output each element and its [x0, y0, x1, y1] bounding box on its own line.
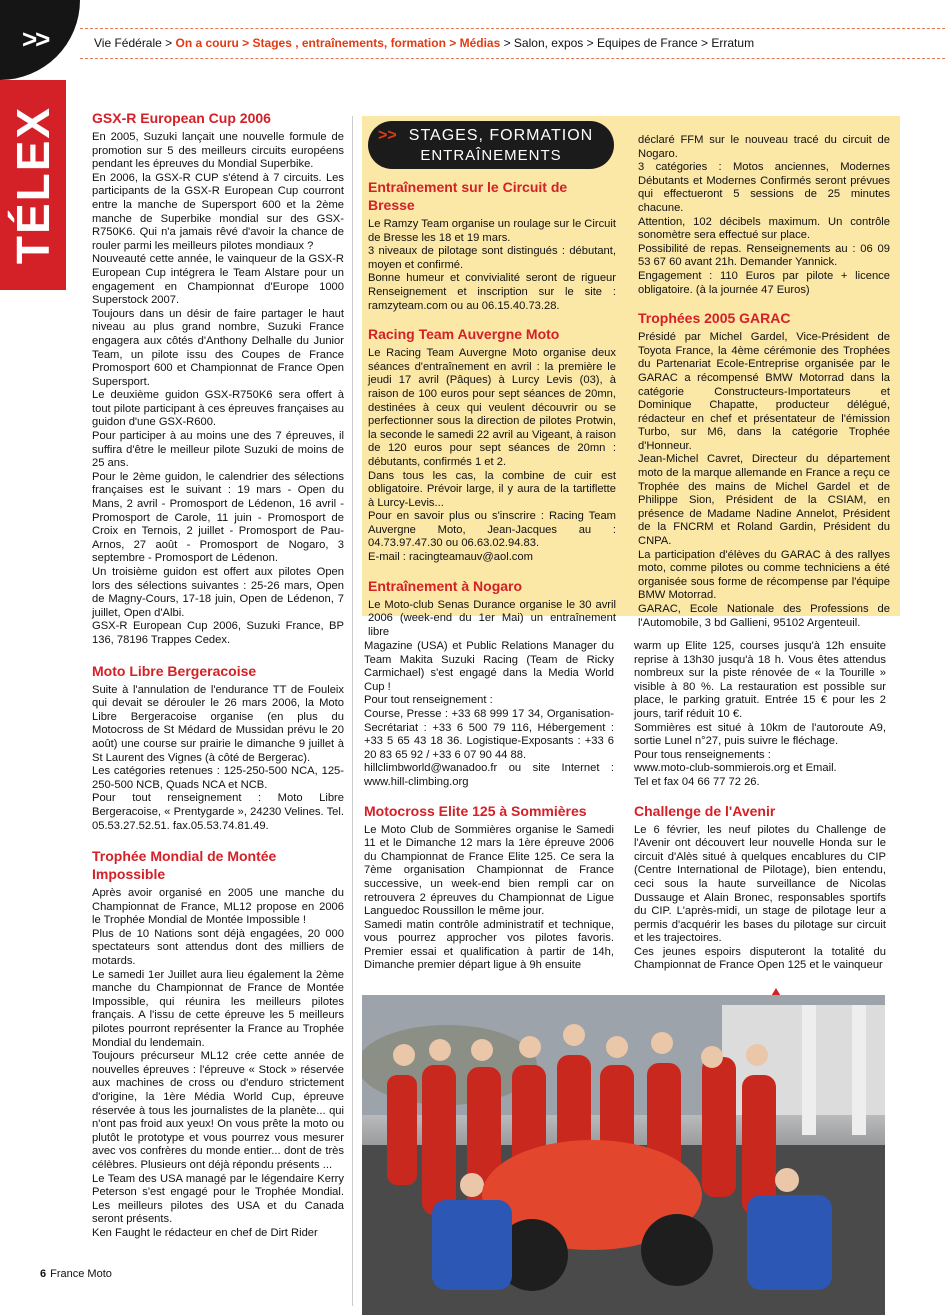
paragraph: Attention, 102 décibels maximum. Un contrôle sonomètre sera effectué sur place. — [638, 215, 890, 242]
paragraph: Pour tout renseignement : Moto Libre Bergeracoise, « Prentygarde », 24230 Velines. Tel. 05.53.27.52.51. fax.05.53.74.81.49. — [92, 792, 344, 832]
telex-label: TÉLEX — [7, 105, 59, 265]
team-photo — [362, 995, 885, 1315]
article-title: Entraînement sur le Circuit de Bresse — [368, 179, 568, 213]
right-column — [634, 640, 886, 973]
article-nogaro-continued — [638, 134, 890, 297]
paragraph: Le samedi 1er Juillet aura lieu également la 2ème manche du Championnat de France de Montée Impossible, qui réunira les meilleurs pilotes français. A l'issu de cette épreuve les 5 meilleurs pilotes pourront représenter la France au Trophée Mondial du lendemain. — [92, 968, 344, 1049]
paragraph: Jean-Michel Cavret, Directeur du département moto de la marque allemande en France a reçu ce Trophée des mains de Michel Gardel et de Philippe Sion, Président de la CSIAM, en présence de Madame Nadine Annelot, Président de la FNCRM et Roland Gardin, Président du CNPA. — [638, 453, 890, 548]
paragraph: Le Racing Team Auvergne Moto organise deux séances d'entraînement en avril : la première le jeudi 17 avril (Pâques) à Lurcy Levis (03), à raison de 100 euros pour sept séances de 20mn, destinées à ceux qui veulent découvrir ou se perfectionner sous la direction de pilotes Protwin, la seconde le samedi 22 avril au Vigeant, à raison de 120 euros pour sept séances de 20mn : débutants, confirmés 1 et 2. — [368, 347, 616, 468]
article-gsxr — [92, 109, 344, 648]
link-text[interactable]: www.moto-club-sommierois.org et Email. — [634, 762, 837, 775]
paragraph: Ces jeunes espoirs disputeront la totalité du Championnat de France Open 125 et le vainqueur — [634, 945, 886, 972]
stages-badge — [368, 121, 614, 169]
article-sommieres-continued — [634, 640, 886, 790]
paragraph: En 2005, Suzuki lançait une nouvelle formule de promotion sur 5 des meilleurs circuits européens pendant les épreuves du Mondial Superbike. — [92, 131, 344, 171]
paragraph: 3 catégories : Motos anciennes, Modernes Débutants et Modernes Confirmés seront prévues qui effectueront 5 sessions de 25 minutes chacune. — [638, 161, 890, 214]
article-title: Trophée Mondial de Montée Impossible — [92, 848, 277, 883]
paragraph: E-mail : racingteamauv@aol.com — [368, 551, 533, 564]
paragraph: Sommières est situé à 10km de l'autoroute A9, sortie Lunel n°27, puis suivre le fléchage. — [634, 721, 886, 748]
article-nogaro — [368, 577, 616, 640]
yellow-right-column — [638, 134, 890, 630]
paragraph: Bonne humeur et convivialité seront de rigueur Renseignement et inscription sur le site : ramzyteam.com ou au 06.15.40.73.28. — [368, 272, 616, 312]
paragraph: Présidé par Michel Gardel, Vice-Président de Toyota France, la 4ème cérémonie des Trophées du Partenariat Ecole-Entreprise organisée par le GARAC a récompensé BMW Motorrad dans la catégorie Constructeurs-Importateurs et Dominique Chapatte, producteur délégué, rédacteur en chef et présentateur de l'émission Turbo, sur M6, dans la catégorie Trophée d'Honneur. — [638, 331, 890, 452]
paragraph: Toujours précurseur ML12 crée cette année de nouvelles épreuves : l'épreuve « Stock » réservée aux machines de cross ou d'enduro strictement d'origine, la 1ère Média World Cup, épreuve réservée à tous les journalistes de la planète... qui n'ont pas froid aux yeux! On vous prête la moto ou plutôt le prototype et vous pourrez vous mesurer avec vos confrères du monde entier... dont de très célèbres. Plusieurs ont déjà répondu présents ... — [92, 1050, 344, 1171]
paragraph: Pour tout renseignement : — [364, 694, 493, 707]
article-trophee — [92, 847, 344, 1240]
left-column — [92, 109, 344, 1241]
article-title: Motocross Elite 125 à Sommières — [364, 802, 587, 819]
paragraph: Le deuxième guidon GSX-R750K6 sera offert à tout pilote participant à ces épreuves françaises au guidon d'une GSX-R600. — [92, 389, 344, 429]
chevron-double-icon: >> — [0, 0, 80, 80]
page-footer — [40, 1268, 112, 1280]
paragraph: warm up Elite 125, courses jusqu'à 12h ensuite reprise à 13h30 jusqu'à 18 h. Vous êtes attendus nombreux sur la piste rénovée de « la Tourille » visible à 80 %. La restauration est possible sur place, le parking gratuit. Entrée 15 € pour les 2 jours, tarif réduit 10 €. — [634, 640, 886, 720]
paragraph: Pour participer à au moins une des 7 épreuves, il suffira d'être le meilleur pilote Suzuki de moins de 25 ans. — [92, 430, 344, 470]
article-title: Moto Libre Bergeracoise — [92, 662, 257, 679]
article-title: Entraînement à Nogaro — [368, 577, 523, 594]
article-avenir — [634, 802, 886, 974]
paragraph: Suite à l'annulation de l'endurance TT de Fouleix qui devait se dérouler le 26 mars 2006, la Moto Libre Bergeracoise organise (en plus du Motocross de St Médard de Mussidan prévu le 20 août) une course sur prairie le dimanche 9 juillet à St Laurent des Vignes (à côté de Bergerac). — [92, 683, 344, 764]
article-trophee-continued — [364, 640, 614, 790]
paragraph: Le Ramzy Team organise un roulage sur le Circuit de Bresse les 18 et 19 mars. — [368, 218, 616, 244]
article-title: GSX-R European Cup 2006 — [92, 110, 271, 126]
article-bresse — [368, 178, 616, 313]
chevron-double-icon: >> — [378, 127, 397, 144]
paragraph: déclaré FFM sur le nouveau tracé du circuit de Nogaro. — [638, 134, 890, 160]
paragraph: Pour en savoir plus ou s'inscrire : Racing Team Auvergne Moto, Jean-Jacques au : 04.73.97.47.30 ou 06.63.02.94.83. — [368, 510, 616, 550]
paragraph: Le 6 février, les neuf pilotes du Challenge de l'Avenir ont découvert leur nouvelle Honda sur le circuit d'Alès situé à quelques encablures du CIP (Centre International de Pilotage), bien entendu, ceci sous la haute surveillance de Nicolas Dussauge et Alain Bronec, responsables sportifs du CIP. L'après-midi, un stage de pilotage leur a permis d'acquérir les bases du pilotage sur circuit et les trajectoires. — [634, 823, 886, 945]
paragraph: Le Team des USA managé par le légendaire Kerry Peterson s'est engagé pour le Trophée Mondial. Les meilleurs pilotes des USA et du Canada seront présents. — [92, 1172, 344, 1226]
badge-line-1: STAGES, FORMATION — [408, 127, 594, 144]
paragraph: Samedi matin contrôle administratif et technique, vous pourrez approcher vos pilotes favoris. Premier essai et qualification à partir de 14h, Dimanche premier départ ligue à 9h ensuite — [364, 918, 614, 972]
team-photo-illustration — [362, 995, 885, 1315]
paragraph: Course, Presse : +33 68 999 17 34, Organisation-Secrétariat : +33 6 500 79 116, Hébergement : +33 5 65 43 18 36. Logistique-Exposants : +33 6 20 83 65 92 / +33 6 07 90 44 88. — [364, 707, 614, 761]
breadcrumb-part[interactable]: > Salon, expos > Equipes de France > Erratum — [500, 36, 755, 50]
telex-sidebar — [0, 80, 66, 290]
paragraph: Pour tous renseignements : — [634, 748, 771, 761]
badge-line-2: ENTRAÎNEMENTS — [420, 147, 562, 164]
page-number: 6 — [40, 1268, 47, 1280]
column-divider — [352, 116, 353, 1306]
paragraph: Le Moto-club Senas Durance organise le 30 avril 2006 (week-end du 1er Mai) un entraînement libre — [368, 598, 616, 638]
article-moto-libre — [92, 662, 344, 834]
paragraph: La participation d'élèves du GARAC à des rallyes moto, comme pilotes ou comme techniciens a été organisée sous forme de récompense par l'équipe BMW Motorrad. — [638, 548, 890, 602]
magazine-name: France Moto — [50, 1268, 112, 1280]
yellow-left-column — [368, 178, 616, 639]
paragraph: Après avoir organisé en 2005 une manche du Championnat de France, ML12 propose en 2006 le Trophée Mondial de Montée Impossible ! — [92, 887, 344, 927]
article-auvergne — [368, 325, 616, 565]
article-garac — [638, 309, 890, 630]
paragraph: GSX-R European Cup 2006, Suzuki France, BP 136, 78196 Trappes Cedex. — [92, 620, 344, 646]
paragraph: Toujours dans un désir de faire partager le haut niveau au plus grand nombre, Suzuki France engagera aux côtés d'Anthony Delhalle du Junior Team, un pilote issu des Coupes de France Promosport 600 et Championnat de France Open Supersport. — [92, 307, 344, 388]
paragraph: En 2006, la GSX-R CUP s'étend à 7 circuits. Les participants de la GSX-R European Cup courront entre la manche de Supersport 600 et la 2ème manche de Superbike mondial sur des GSX-R750K6. Qui n'a jamais rêvé d'avoir la chance de rouler parmi les meilleurs pilotes mondiaux ? — [92, 171, 344, 252]
paragraph: Dans tous les cas, la combine de cuir est obligatoire. Prévoir large, il y aura de la tartiflette à Lurcy-Levis... — [368, 469, 616, 509]
paragraph: Possibilité de repas. Renseignements au : 06 09 53 67 60 avant 21h. Demander Yannick. — [638, 242, 890, 269]
article-title: Racing Team Auvergne Moto — [368, 326, 560, 343]
paragraph: 3 niveaux de pilotage sont distingués : débutant, moyen et confirmé. — [368, 245, 616, 271]
article-title: Trophées 2005 GARAC — [638, 310, 791, 327]
paragraph: Un troisième guidon est offert aux pilotes Open lors des sélections suivantes : 25-26 mars, Open de Magny-Cours, 17-18 juin, Open de Lédenon, 7 juillet, Open d'Albi. — [92, 566, 344, 619]
paragraph: Ken Faught le rédacteur en chef de Dirt Rider — [92, 1226, 318, 1239]
paragraph: Pour le 2ème guidon, le calendrier des sélections françaises est le suivant : 19 mars - Open du Mans, 2 avril - Promosport de Lédenon, 16 avril - Promosport de Carole, 11 juin - Promosport de Croix en Ternois, 2 juillet - Promosport de Pau-Arnos, 27 août - Promosport de Nogaro, 3 septembre - Promosport de Lédenon. — [92, 470, 344, 565]
breadcrumb-current[interactable]: On a couru > Stages , entraînements, formation > Médias — [175, 36, 501, 50]
paragraph: GARAC, Ecole Nationale des Professions de l'Automobile, 3 bd Gallieni, 95102 Argenteuil. — [638, 603, 890, 629]
breadcrumb-part[interactable]: Vie Fédérale > — [94, 36, 176, 50]
header-divider-top — [80, 28, 945, 29]
link-text[interactable]: hillclimbworld@wanadoo.fr ou site Internet : www.hill-climbing.org — [364, 762, 614, 788]
article-title: Challenge de l'Avenir — [634, 802, 776, 819]
paragraph: Le Moto Club de Sommières organise le Samedi 11 et le Dimanche 12 mars la 1ère épreuve 2006 du Championnat de France Elite 125. Ce sera la 7ème organisation Championnat de France successive, un week-end bien rempli car on retrouvera 2 épreuves du Championnat de Ligue Languedoc Roussillon le même jour. — [364, 823, 614, 918]
paragraph: Nouveauté cette année, le vainqueur de la GSX-R European Cup intégrera le Team Alstare pour un engagement en Championnat d'Europe 1000 Superstock 2007. — [92, 253, 344, 307]
header-divider-bottom — [80, 58, 945, 59]
paragraph: Magazine (USA) et Public Relations Manager du Team Makita Suzuki Racing (Team de Ricky Carmichael) s'est engagé dans la Media World Cup ! — [364, 640, 614, 693]
breadcrumb — [94, 36, 754, 50]
paragraph: Plus de 10 Nations sont déjà engagées, 20 000 spectateurs sont attendus dont des milliers de motards. — [92, 927, 344, 968]
article-sommieres — [364, 802, 614, 974]
paragraph: Tel et fax 04 66 77 72 26. — [634, 775, 760, 788]
paragraph: Les catégories retenues : 125-250-500 NCA, 125-250-500 NCB, Quads NCA et NCB. — [92, 765, 344, 791]
middle-column — [364, 640, 614, 973]
paragraph: Engagement : 110 Euros par pilote + licence obligatoire. (à la journée 47 Euros) — [638, 269, 890, 296]
